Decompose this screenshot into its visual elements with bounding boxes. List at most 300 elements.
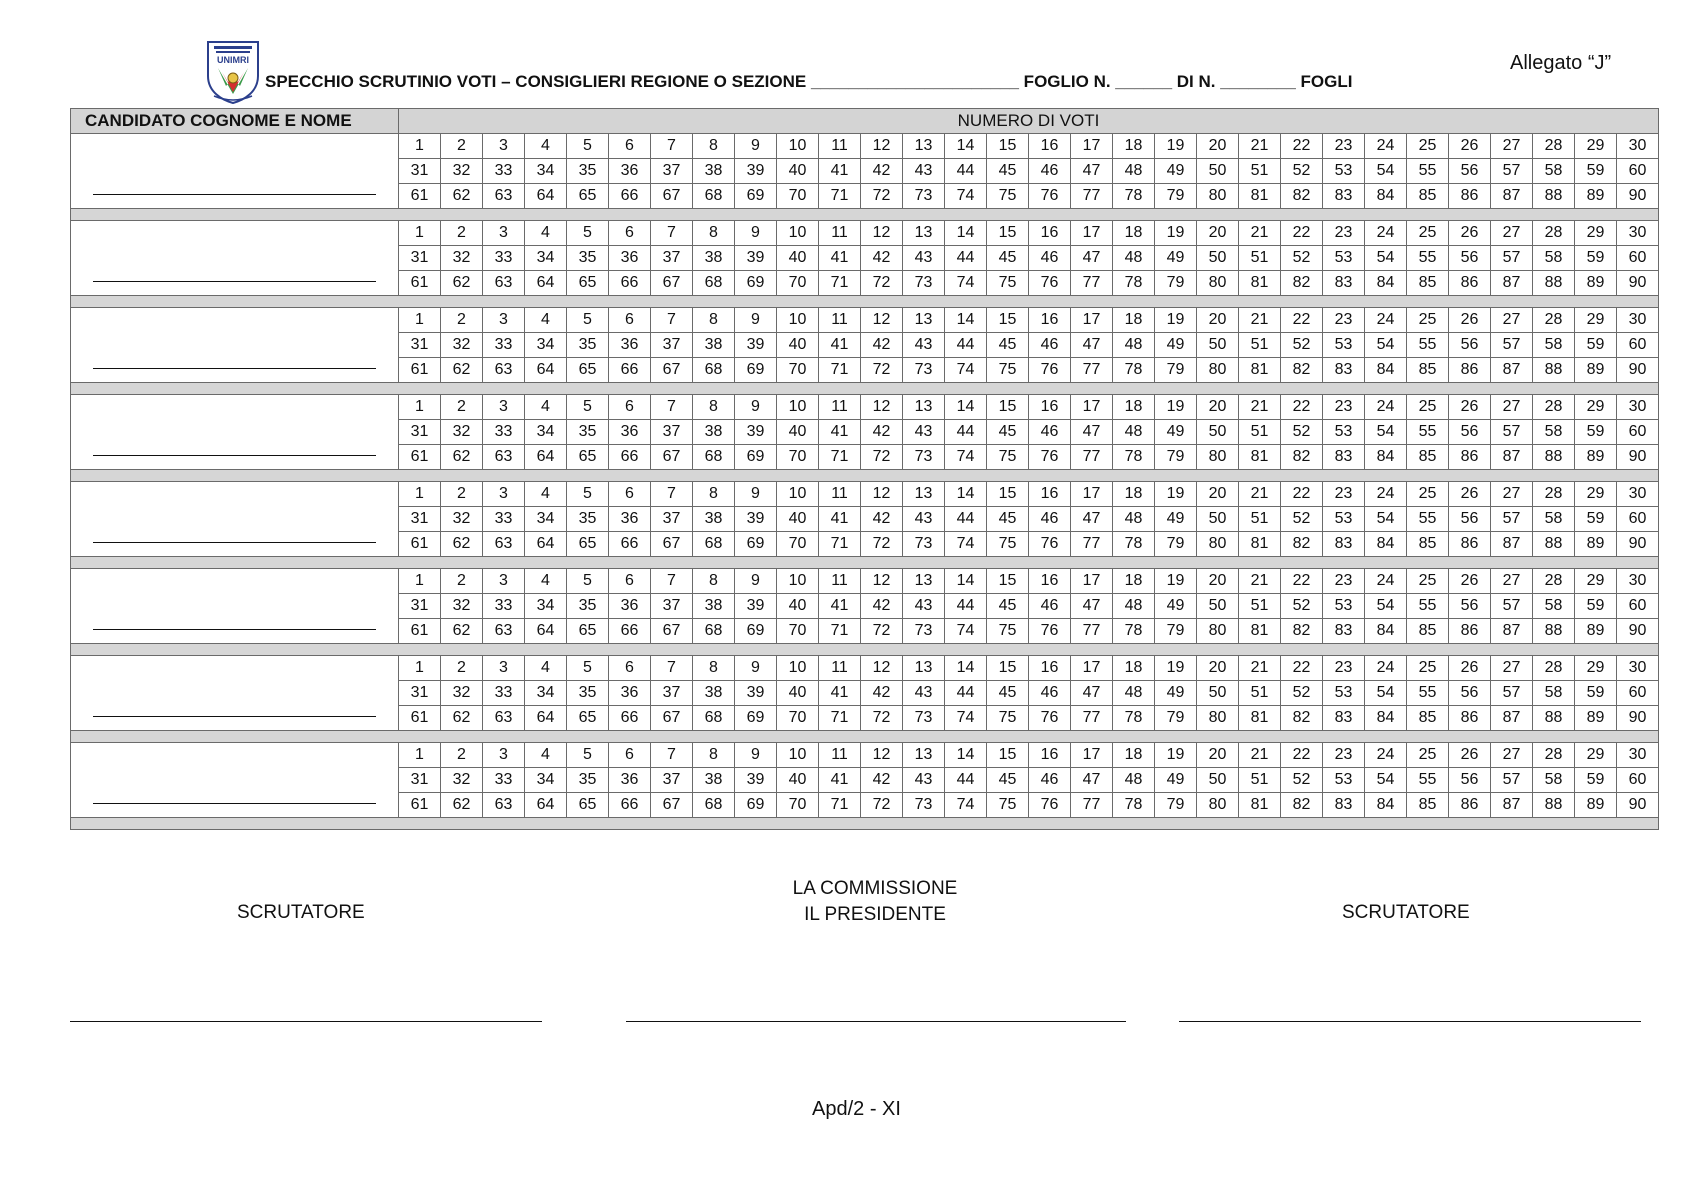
vote-number-cell[interactable]: 47	[1071, 768, 1113, 793]
vote-number-cell[interactable]: 10	[777, 395, 819, 420]
vote-number-cell[interactable]: 35	[567, 420, 609, 445]
vote-number-cell[interactable]: 51	[1239, 420, 1281, 445]
vote-number-cell[interactable]: 2	[441, 395, 483, 420]
vote-number-cell[interactable]: 56	[1449, 333, 1491, 358]
vote-number-cell[interactable]: 11	[819, 395, 861, 420]
vote-number-cell[interactable]: 16	[1029, 743, 1071, 768]
vote-number-cell[interactable]: 24	[1365, 569, 1407, 594]
vote-number-cell[interactable]: 2	[441, 134, 483, 159]
vote-number-cell[interactable]: 69	[735, 445, 777, 470]
vote-number-cell[interactable]: 27	[1491, 743, 1533, 768]
vote-number-cell[interactable]: 45	[987, 681, 1029, 706]
vote-number-cell[interactable]: 32	[441, 768, 483, 793]
vote-number-cell[interactable]: 34	[525, 681, 567, 706]
vote-number-cell[interactable]: 89	[1575, 532, 1617, 557]
vote-number-cell[interactable]: 77	[1071, 793, 1113, 818]
vote-number-cell[interactable]: 40	[777, 333, 819, 358]
vote-number-cell[interactable]: 48	[1113, 681, 1155, 706]
vote-number-cell[interactable]: 49	[1155, 594, 1197, 619]
candidate-name-field[interactable]	[71, 656, 399, 731]
vote-number-cell[interactable]: 33	[483, 159, 525, 184]
vote-number-cell[interactable]: 26	[1449, 569, 1491, 594]
vote-number-cell[interactable]: 67	[651, 706, 693, 731]
vote-number-cell[interactable]: 63	[483, 532, 525, 557]
vote-number-cell[interactable]: 84	[1365, 184, 1407, 209]
vote-number-cell[interactable]: 81	[1239, 793, 1281, 818]
vote-number-cell[interactable]: 5	[567, 221, 609, 246]
vote-number-cell[interactable]: 29	[1575, 395, 1617, 420]
vote-number-cell[interactable]: 70	[777, 532, 819, 557]
vote-number-cell[interactable]: 31	[399, 333, 441, 358]
vote-number-cell[interactable]: 31	[399, 681, 441, 706]
vote-number-cell[interactable]: 73	[903, 271, 945, 296]
vote-number-cell[interactable]: 9	[735, 482, 777, 507]
vote-number-cell[interactable]: 67	[651, 445, 693, 470]
vote-number-cell[interactable]: 40	[777, 507, 819, 532]
vote-number-cell[interactable]: 75	[987, 271, 1029, 296]
vote-number-cell[interactable]: 24	[1365, 482, 1407, 507]
vote-number-cell[interactable]: 37	[651, 420, 693, 445]
vote-number-cell[interactable]: 1	[399, 308, 441, 333]
vote-number-cell[interactable]: 10	[777, 134, 819, 159]
vote-number-cell[interactable]: 3	[483, 221, 525, 246]
vote-number-cell[interactable]: 54	[1365, 681, 1407, 706]
vote-number-cell[interactable]: 25	[1407, 482, 1449, 507]
vote-number-cell[interactable]: 30	[1617, 308, 1659, 333]
vote-number-cell[interactable]: 18	[1113, 221, 1155, 246]
vote-number-cell[interactable]: 60	[1617, 159, 1659, 184]
vote-number-cell[interactable]: 82	[1281, 706, 1323, 731]
vote-number-cell[interactable]: 38	[693, 768, 735, 793]
vote-number-cell[interactable]: 51	[1239, 159, 1281, 184]
vote-number-cell[interactable]: 83	[1323, 184, 1365, 209]
vote-number-cell[interactable]: 4	[525, 743, 567, 768]
vote-number-cell[interactable]: 27	[1491, 482, 1533, 507]
vote-number-cell[interactable]: 7	[651, 482, 693, 507]
vote-number-cell[interactable]: 86	[1449, 358, 1491, 383]
vote-number-cell[interactable]: 60	[1617, 507, 1659, 532]
vote-number-cell[interactable]: 40	[777, 159, 819, 184]
vote-number-cell[interactable]: 71	[819, 445, 861, 470]
vote-number-cell[interactable]: 65	[567, 532, 609, 557]
vote-number-cell[interactable]: 28	[1533, 395, 1575, 420]
vote-number-cell[interactable]: 4	[525, 395, 567, 420]
vote-number-cell[interactable]: 20	[1197, 569, 1239, 594]
vote-number-cell[interactable]: 6	[609, 395, 651, 420]
vote-number-cell[interactable]: 8	[693, 395, 735, 420]
vote-number-cell[interactable]: 24	[1365, 743, 1407, 768]
vote-number-cell[interactable]: 29	[1575, 134, 1617, 159]
vote-number-cell[interactable]: 53	[1323, 681, 1365, 706]
vote-number-cell[interactable]: 1	[399, 134, 441, 159]
vote-number-cell[interactable]: 17	[1071, 221, 1113, 246]
vote-number-cell[interactable]: 57	[1491, 333, 1533, 358]
vote-number-cell[interactable]: 90	[1617, 358, 1659, 383]
vote-number-cell[interactable]: 59	[1575, 507, 1617, 532]
vote-number-cell[interactable]: 27	[1491, 656, 1533, 681]
vote-number-cell[interactable]: 65	[567, 184, 609, 209]
vote-number-cell[interactable]: 66	[609, 184, 651, 209]
vote-number-cell[interactable]: 85	[1407, 532, 1449, 557]
vote-number-cell[interactable]: 41	[819, 420, 861, 445]
vote-number-cell[interactable]: 11	[819, 134, 861, 159]
vote-number-cell[interactable]: 83	[1323, 793, 1365, 818]
vote-number-cell[interactable]: 70	[777, 619, 819, 644]
vote-number-cell[interactable]: 40	[777, 420, 819, 445]
vote-number-cell[interactable]: 18	[1113, 134, 1155, 159]
vote-number-cell[interactable]: 54	[1365, 594, 1407, 619]
vote-number-cell[interactable]: 60	[1617, 333, 1659, 358]
vote-number-cell[interactable]: 14	[945, 134, 987, 159]
vote-number-cell[interactable]: 88	[1533, 706, 1575, 731]
vote-number-cell[interactable]: 87	[1491, 271, 1533, 296]
vote-number-cell[interactable]: 48	[1113, 768, 1155, 793]
vote-number-cell[interactable]: 8	[693, 482, 735, 507]
vote-number-cell[interactable]: 19	[1155, 134, 1197, 159]
vote-number-cell[interactable]: 13	[903, 743, 945, 768]
vote-number-cell[interactable]: 40	[777, 681, 819, 706]
vote-number-cell[interactable]: 7	[651, 656, 693, 681]
vote-number-cell[interactable]: 72	[861, 532, 903, 557]
vote-number-cell[interactable]: 18	[1113, 308, 1155, 333]
vote-number-cell[interactable]: 26	[1449, 134, 1491, 159]
vote-number-cell[interactable]: 83	[1323, 706, 1365, 731]
vote-number-cell[interactable]: 74	[945, 358, 987, 383]
vote-number-cell[interactable]: 88	[1533, 793, 1575, 818]
vote-number-cell[interactable]: 32	[441, 594, 483, 619]
vote-number-cell[interactable]: 46	[1029, 681, 1071, 706]
vote-number-cell[interactable]: 55	[1407, 246, 1449, 271]
vote-number-cell[interactable]: 56	[1449, 159, 1491, 184]
vote-number-cell[interactable]: 43	[903, 333, 945, 358]
vote-number-cell[interactable]: 70	[777, 445, 819, 470]
vote-number-cell[interactable]: 27	[1491, 569, 1533, 594]
vote-number-cell[interactable]: 43	[903, 420, 945, 445]
vote-number-cell[interactable]: 33	[483, 768, 525, 793]
vote-number-cell[interactable]: 46	[1029, 594, 1071, 619]
vote-number-cell[interactable]: 8	[693, 308, 735, 333]
vote-number-cell[interactable]: 39	[735, 507, 777, 532]
vote-number-cell[interactable]: 43	[903, 594, 945, 619]
vote-number-cell[interactable]: 78	[1113, 271, 1155, 296]
vote-number-cell[interactable]: 51	[1239, 594, 1281, 619]
vote-number-cell[interactable]: 80	[1197, 706, 1239, 731]
vote-number-cell[interactable]: 45	[987, 420, 1029, 445]
vote-number-cell[interactable]: 27	[1491, 134, 1533, 159]
vote-number-cell[interactable]: 15	[987, 656, 1029, 681]
vote-number-cell[interactable]: 5	[567, 134, 609, 159]
vote-number-cell[interactable]: 24	[1365, 308, 1407, 333]
vote-number-cell[interactable]: 37	[651, 681, 693, 706]
vote-number-cell[interactable]: 28	[1533, 308, 1575, 333]
vote-number-cell[interactable]: 38	[693, 681, 735, 706]
vote-number-cell[interactable]: 58	[1533, 594, 1575, 619]
vote-number-cell[interactable]: 4	[525, 134, 567, 159]
vote-number-cell[interactable]: 42	[861, 159, 903, 184]
vote-number-cell[interactable]: 21	[1239, 656, 1281, 681]
vote-number-cell[interactable]: 37	[651, 768, 693, 793]
vote-number-cell[interactable]: 7	[651, 308, 693, 333]
vote-number-cell[interactable]: 63	[483, 445, 525, 470]
vote-number-cell[interactable]: 38	[693, 159, 735, 184]
vote-number-cell[interactable]: 16	[1029, 482, 1071, 507]
vote-number-cell[interactable]: 6	[609, 482, 651, 507]
vote-number-cell[interactable]: 46	[1029, 420, 1071, 445]
vote-number-cell[interactable]: 76	[1029, 619, 1071, 644]
vote-number-cell[interactable]: 48	[1113, 333, 1155, 358]
vote-number-cell[interactable]: 68	[693, 271, 735, 296]
vote-number-cell[interactable]: 76	[1029, 793, 1071, 818]
vote-number-cell[interactable]: 68	[693, 793, 735, 818]
vote-number-cell[interactable]: 30	[1617, 482, 1659, 507]
vote-number-cell[interactable]: 73	[903, 793, 945, 818]
vote-number-cell[interactable]: 14	[945, 743, 987, 768]
vote-number-cell[interactable]: 48	[1113, 507, 1155, 532]
vote-number-cell[interactable]: 72	[861, 358, 903, 383]
vote-number-cell[interactable]: 48	[1113, 420, 1155, 445]
vote-number-cell[interactable]: 49	[1155, 246, 1197, 271]
vote-number-cell[interactable]: 62	[441, 184, 483, 209]
vote-number-cell[interactable]: 43	[903, 768, 945, 793]
vote-number-cell[interactable]: 54	[1365, 768, 1407, 793]
vote-number-cell[interactable]: 19	[1155, 482, 1197, 507]
vote-number-cell[interactable]: 56	[1449, 420, 1491, 445]
vote-number-cell[interactable]: 20	[1197, 656, 1239, 681]
vote-number-cell[interactable]: 53	[1323, 768, 1365, 793]
vote-number-cell[interactable]: 31	[399, 420, 441, 445]
vote-number-cell[interactable]: 41	[819, 159, 861, 184]
vote-number-cell[interactable]: 73	[903, 445, 945, 470]
vote-number-cell[interactable]: 80	[1197, 271, 1239, 296]
vote-number-cell[interactable]: 42	[861, 507, 903, 532]
vote-number-cell[interactable]: 3	[483, 395, 525, 420]
vote-number-cell[interactable]: 85	[1407, 706, 1449, 731]
vote-number-cell[interactable]: 22	[1281, 569, 1323, 594]
vote-number-cell[interactable]: 52	[1281, 420, 1323, 445]
vote-number-cell[interactable]: 89	[1575, 445, 1617, 470]
vote-number-cell[interactable]: 43	[903, 246, 945, 271]
vote-number-cell[interactable]: 50	[1197, 246, 1239, 271]
vote-number-cell[interactable]: 1	[399, 482, 441, 507]
vote-number-cell[interactable]: 90	[1617, 532, 1659, 557]
vote-number-cell[interactable]: 7	[651, 743, 693, 768]
vote-number-cell[interactable]: 82	[1281, 358, 1323, 383]
vote-number-cell[interactable]: 19	[1155, 743, 1197, 768]
vote-number-cell[interactable]: 17	[1071, 656, 1113, 681]
vote-number-cell[interactable]: 19	[1155, 308, 1197, 333]
vote-number-cell[interactable]: 22	[1281, 656, 1323, 681]
vote-number-cell[interactable]: 67	[651, 358, 693, 383]
vote-number-cell[interactable]: 55	[1407, 420, 1449, 445]
vote-number-cell[interactable]: 26	[1449, 308, 1491, 333]
vote-number-cell[interactable]: 75	[987, 793, 1029, 818]
vote-number-cell[interactable]: 71	[819, 706, 861, 731]
vote-number-cell[interactable]: 39	[735, 420, 777, 445]
vote-number-cell[interactable]: 79	[1155, 706, 1197, 731]
vote-number-cell[interactable]: 69	[735, 532, 777, 557]
vote-number-cell[interactable]: 47	[1071, 594, 1113, 619]
vote-number-cell[interactable]: 78	[1113, 706, 1155, 731]
vote-number-cell[interactable]: 66	[609, 532, 651, 557]
vote-number-cell[interactable]: 74	[945, 706, 987, 731]
vote-number-cell[interactable]: 17	[1071, 743, 1113, 768]
vote-number-cell[interactable]: 49	[1155, 333, 1197, 358]
vote-number-cell[interactable]: 24	[1365, 656, 1407, 681]
vote-number-cell[interactable]: 49	[1155, 681, 1197, 706]
vote-number-cell[interactable]: 34	[525, 333, 567, 358]
vote-number-cell[interactable]: 14	[945, 395, 987, 420]
vote-number-cell[interactable]: 36	[609, 507, 651, 532]
vote-number-cell[interactable]: 35	[567, 507, 609, 532]
vote-number-cell[interactable]: 66	[609, 271, 651, 296]
vote-number-cell[interactable]: 89	[1575, 619, 1617, 644]
vote-number-cell[interactable]: 29	[1575, 743, 1617, 768]
vote-number-cell[interactable]: 83	[1323, 619, 1365, 644]
vote-number-cell[interactable]: 28	[1533, 656, 1575, 681]
vote-number-cell[interactable]: 26	[1449, 482, 1491, 507]
vote-number-cell[interactable]: 79	[1155, 184, 1197, 209]
vote-number-cell[interactable]: 6	[609, 221, 651, 246]
vote-number-cell[interactable]: 51	[1239, 507, 1281, 532]
vote-number-cell[interactable]: 73	[903, 184, 945, 209]
vote-number-cell[interactable]: 56	[1449, 246, 1491, 271]
vote-number-cell[interactable]: 36	[609, 420, 651, 445]
vote-number-cell[interactable]: 44	[945, 594, 987, 619]
vote-number-cell[interactable]: 33	[483, 246, 525, 271]
vote-number-cell[interactable]: 5	[567, 482, 609, 507]
candidate-name-field[interactable]	[71, 569, 399, 644]
vote-number-cell[interactable]: 47	[1071, 420, 1113, 445]
vote-number-cell[interactable]: 49	[1155, 507, 1197, 532]
vote-number-cell[interactable]: 74	[945, 445, 987, 470]
vote-number-cell[interactable]: 80	[1197, 532, 1239, 557]
vote-number-cell[interactable]: 78	[1113, 358, 1155, 383]
vote-number-cell[interactable]: 35	[567, 159, 609, 184]
vote-number-cell[interactable]: 58	[1533, 507, 1575, 532]
vote-number-cell[interactable]: 31	[399, 768, 441, 793]
vote-number-cell[interactable]: 16	[1029, 395, 1071, 420]
vote-number-cell[interactable]: 87	[1491, 184, 1533, 209]
vote-number-cell[interactable]: 68	[693, 706, 735, 731]
vote-number-cell[interactable]: 20	[1197, 482, 1239, 507]
vote-number-cell[interactable]: 76	[1029, 706, 1071, 731]
vote-number-cell[interactable]: 79	[1155, 793, 1197, 818]
vote-number-cell[interactable]: 4	[525, 569, 567, 594]
vote-number-cell[interactable]: 65	[567, 793, 609, 818]
vote-number-cell[interactable]: 89	[1575, 271, 1617, 296]
vote-number-cell[interactable]: 52	[1281, 159, 1323, 184]
vote-number-cell[interactable]: 21	[1239, 482, 1281, 507]
vote-number-cell[interactable]: 8	[693, 221, 735, 246]
vote-number-cell[interactable]: 69	[735, 184, 777, 209]
vote-number-cell[interactable]: 33	[483, 594, 525, 619]
vote-number-cell[interactable]: 55	[1407, 159, 1449, 184]
vote-number-cell[interactable]: 57	[1491, 681, 1533, 706]
vote-number-cell[interactable]: 77	[1071, 271, 1113, 296]
vote-number-cell[interactable]: 66	[609, 619, 651, 644]
vote-number-cell[interactable]: 21	[1239, 308, 1281, 333]
vote-number-cell[interactable]: 28	[1533, 569, 1575, 594]
vote-number-cell[interactable]: 69	[735, 619, 777, 644]
vote-number-cell[interactable]: 28	[1533, 482, 1575, 507]
vote-number-cell[interactable]: 23	[1323, 134, 1365, 159]
vote-number-cell[interactable]: 44	[945, 507, 987, 532]
vote-number-cell[interactable]: 19	[1155, 395, 1197, 420]
vote-number-cell[interactable]: 81	[1239, 271, 1281, 296]
vote-number-cell[interactable]: 88	[1533, 271, 1575, 296]
vote-number-cell[interactable]: 25	[1407, 656, 1449, 681]
vote-number-cell[interactable]: 50	[1197, 420, 1239, 445]
vote-number-cell[interactable]: 54	[1365, 507, 1407, 532]
vote-number-cell[interactable]: 40	[777, 768, 819, 793]
vote-number-cell[interactable]: 21	[1239, 569, 1281, 594]
candidate-name-field[interactable]	[71, 743, 399, 818]
vote-number-cell[interactable]: 56	[1449, 768, 1491, 793]
vote-number-cell[interactable]: 36	[609, 333, 651, 358]
vote-number-cell[interactable]: 77	[1071, 184, 1113, 209]
vote-number-cell[interactable]: 61	[399, 793, 441, 818]
vote-number-cell[interactable]: 11	[819, 656, 861, 681]
vote-number-cell[interactable]: 55	[1407, 768, 1449, 793]
vote-number-cell[interactable]: 63	[483, 271, 525, 296]
vote-number-cell[interactable]: 33	[483, 507, 525, 532]
candidate-name-field[interactable]	[71, 395, 399, 470]
vote-number-cell[interactable]: 41	[819, 507, 861, 532]
vote-number-cell[interactable]: 12	[861, 221, 903, 246]
vote-number-cell[interactable]: 13	[903, 395, 945, 420]
vote-number-cell[interactable]: 39	[735, 246, 777, 271]
vote-number-cell[interactable]: 82	[1281, 445, 1323, 470]
vote-number-cell[interactable]: 87	[1491, 793, 1533, 818]
vote-number-cell[interactable]: 53	[1323, 159, 1365, 184]
vote-number-cell[interactable]: 90	[1617, 793, 1659, 818]
vote-number-cell[interactable]: 30	[1617, 743, 1659, 768]
vote-number-cell[interactable]: 65	[567, 706, 609, 731]
vote-number-cell[interactable]: 88	[1533, 445, 1575, 470]
vote-number-cell[interactable]: 12	[861, 569, 903, 594]
vote-number-cell[interactable]: 45	[987, 594, 1029, 619]
vote-number-cell[interactable]: 53	[1323, 594, 1365, 619]
vote-number-cell[interactable]: 63	[483, 793, 525, 818]
vote-number-cell[interactable]: 62	[441, 358, 483, 383]
vote-number-cell[interactable]: 7	[651, 569, 693, 594]
vote-number-cell[interactable]: 59	[1575, 681, 1617, 706]
vote-number-cell[interactable]: 50	[1197, 681, 1239, 706]
vote-number-cell[interactable]: 55	[1407, 594, 1449, 619]
vote-number-cell[interactable]: 12	[861, 656, 903, 681]
vote-number-cell[interactable]: 50	[1197, 159, 1239, 184]
vote-number-cell[interactable]: 60	[1617, 420, 1659, 445]
vote-number-cell[interactable]: 25	[1407, 221, 1449, 246]
vote-number-cell[interactable]: 74	[945, 271, 987, 296]
vote-number-cell[interactable]: 73	[903, 358, 945, 383]
vote-number-cell[interactable]: 71	[819, 532, 861, 557]
vote-number-cell[interactable]: 61	[399, 358, 441, 383]
vote-number-cell[interactable]: 44	[945, 246, 987, 271]
vote-number-cell[interactable]: 37	[651, 159, 693, 184]
vote-number-cell[interactable]: 51	[1239, 333, 1281, 358]
vote-number-cell[interactable]: 6	[609, 134, 651, 159]
vote-number-cell[interactable]: 66	[609, 358, 651, 383]
vote-number-cell[interactable]: 61	[399, 271, 441, 296]
vote-number-cell[interactable]: 61	[399, 184, 441, 209]
vote-number-cell[interactable]: 88	[1533, 619, 1575, 644]
vote-number-cell[interactable]: 78	[1113, 793, 1155, 818]
vote-number-cell[interactable]: 64	[525, 532, 567, 557]
vote-number-cell[interactable]: 59	[1575, 246, 1617, 271]
vote-number-cell[interactable]: 68	[693, 619, 735, 644]
vote-number-cell[interactable]: 71	[819, 271, 861, 296]
